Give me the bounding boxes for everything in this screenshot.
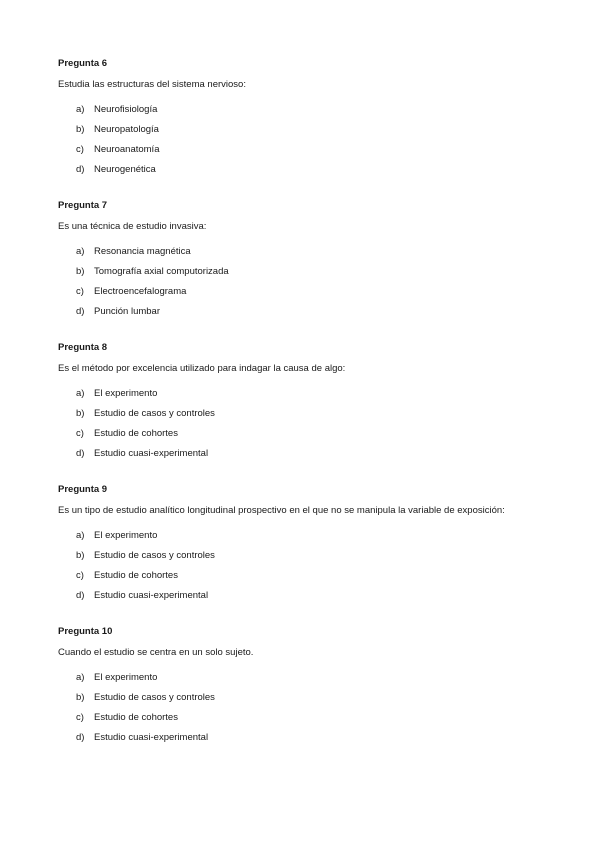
option-letter: c) <box>76 285 84 297</box>
option-text: Neurogenética <box>94 164 156 176</box>
question-text: Es una técnica de estudio invasiva: <box>58 221 207 232</box>
option-text: Estudio cuasi-experimental <box>94 590 209 602</box>
option-a <box>58 241 558 261</box>
option-list <box>58 99 558 180</box>
option-letter: b) <box>76 691 85 703</box>
option-letter: d) <box>76 590 85 602</box>
question-text: Estudia las estructuras del sistema nervioso: <box>58 79 246 90</box>
option-letter: b) <box>76 549 85 561</box>
option-text: Estudio de cohortes <box>94 569 178 581</box>
option-b <box>58 119 558 139</box>
option-text: Estudio de casos y controles <box>94 407 215 419</box>
option-letter: d) <box>76 448 85 460</box>
question-title: Pregunta 10 <box>58 626 113 637</box>
option-text: Neuropatología <box>94 123 159 135</box>
question-7 <box>58 200 558 322</box>
option-text: Estudio de cohortes <box>94 427 178 439</box>
option-text: El experimento <box>94 387 158 399</box>
option-list <box>58 667 558 748</box>
option-text: Punción lumbar <box>94 306 161 318</box>
question-title: Pregunta 6 <box>58 58 108 69</box>
option-a <box>58 525 558 545</box>
option-b <box>58 403 558 423</box>
option-letter: a) <box>76 245 85 257</box>
option-c <box>58 139 558 159</box>
option-d <box>58 444 558 464</box>
option-text: Estudio cuasi-experimental <box>94 732 209 744</box>
option-text: El experimento <box>94 671 158 683</box>
option-text: Estudio de cohortes <box>94 711 178 723</box>
question-text: Es el método por excelencia utilizado para indagar la causa de algo: <box>58 363 346 374</box>
option-d <box>58 728 558 748</box>
option-a <box>58 383 558 403</box>
option-text: El experimento <box>94 529 158 541</box>
option-d <box>58 586 558 606</box>
question-title: Pregunta 7 <box>58 200 108 211</box>
question-text: Es un tipo de estudio analítico longitudinal prospectivo en el que no se manipula la variable de exposición: <box>58 505 505 516</box>
option-b <box>58 261 558 281</box>
option-letter: d) <box>76 306 85 318</box>
option-text: Tomografía axial computorizada <box>94 265 229 277</box>
option-letter: d) <box>76 732 85 744</box>
option-letter: c) <box>76 711 84 723</box>
question-10 <box>58 626 558 748</box>
option-list <box>58 383 558 464</box>
option-d <box>58 302 558 322</box>
option-c <box>58 707 558 727</box>
option-text: Neuroanatomía <box>94 143 160 155</box>
option-letter: c) <box>76 569 84 581</box>
option-text: Estudio de casos y controles <box>94 549 215 561</box>
option-text: Resonancia magnética <box>94 245 191 257</box>
option-a <box>58 99 558 119</box>
option-letter: c) <box>76 427 84 439</box>
question-title: Pregunta 8 <box>58 342 108 353</box>
option-letter: a) <box>76 529 85 541</box>
option-letter: a) <box>76 103 85 115</box>
option-text: Electroencefalograma <box>94 285 187 297</box>
question-text: Cuando el estudio se centra en un solo sujeto. <box>58 647 254 658</box>
option-d <box>58 160 558 180</box>
option-letter: b) <box>76 407 85 419</box>
option-text: Estudio de casos y controles <box>94 691 215 703</box>
option-c <box>58 565 558 585</box>
option-letter: a) <box>76 387 85 399</box>
option-letter: b) <box>76 123 85 135</box>
option-text: Neurofisiología <box>94 103 158 115</box>
option-text: Estudio cuasi-experimental <box>94 448 209 460</box>
option-b <box>58 687 558 707</box>
option-list <box>58 525 558 606</box>
option-a <box>58 667 558 687</box>
option-c <box>58 423 558 443</box>
option-letter: b) <box>76 265 85 277</box>
option-c <box>58 281 558 301</box>
option-letter: a) <box>76 671 85 683</box>
question-title: Pregunta 9 <box>58 484 108 495</box>
option-letter: c) <box>76 143 84 155</box>
option-list <box>58 241 558 322</box>
option-b <box>58 545 558 565</box>
option-letter: d) <box>76 164 85 176</box>
question-8 <box>58 342 558 464</box>
question-9 <box>58 484 558 606</box>
question-6 <box>58 58 558 180</box>
